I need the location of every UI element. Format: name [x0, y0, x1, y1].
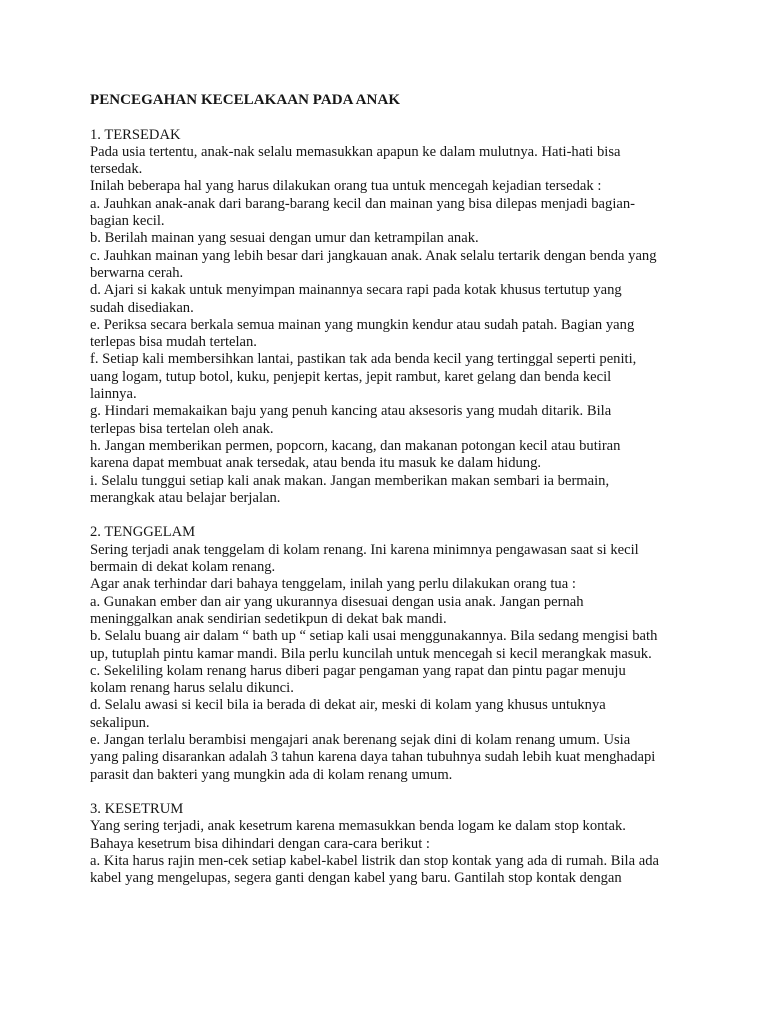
text-line: Bahaya kesetrum bisa dihindari dengan cara-cara berikut : — [90, 835, 430, 852]
text-line: b. Selalu buang air dalam “ bath up “ setiap kali usai menggunakannya. Bila sedang mengisi bath — [90, 628, 658, 645]
text-line: kabel yang mengelupas, segera ganti dengan kabel yang baru. Gantilah stop kontak dengan — [90, 870, 622, 887]
text-line: Pada usia tertentu, anak-nak selalu memasukkan apapun ke dalam mulutnya. Hati-hati bisa — [90, 143, 621, 160]
text-line: berwarna cerah. — [90, 264, 184, 281]
text-line: terlepas bisa tertelan oleh anak. — [90, 420, 274, 437]
text-line: karena dapat membuat anak tersedak, atau benda itu masuk ke dalam hidung. — [90, 455, 542, 472]
text-line: uang logam, tutup botol, kuku, penjepit kertas, jepit rambut, karet gelang dan benda kecil — [90, 368, 612, 385]
text-line: Yang sering terjadi, anak kesetrum karena memasukkan benda logam ke dalam stop kontak. — [90, 818, 626, 835]
text-line: sudah disediakan. — [90, 299, 194, 316]
text-line: c. Sekeliling kolam renang harus diberi pagar pengaman yang rapat dan pintu pagar menuju — [90, 662, 626, 679]
section-heading: 1. TERSEDAK — [90, 126, 181, 143]
section-tersedak — [90, 127, 690, 508]
text-line: tersedak. — [90, 161, 143, 178]
text-line: bagian kecil. — [90, 213, 165, 230]
text-line: yang paling disarankan adalah 3 tahun karena daya tahan tubuhnya sudah lebih kuat menghadapi — [90, 749, 656, 766]
document-page — [90, 92, 690, 905]
text-line: up, tutuplah pintu kamar mandi. Bila perlu kuncilah untuk mencegah si kecil merangkak masuk. — [90, 645, 652, 662]
section-heading: 2. TENGGELAM — [90, 524, 196, 541]
text-line: i. Selalu tunggui setiap kali anak makan. Jangan memberikan makan sembari ia bermain, — [90, 472, 610, 489]
text-line: f. Setiap kali membersihkan lantai, pastikan tak ada benda kecil yang tertinggal seperti peniti, — [90, 351, 637, 368]
text-line: e. Jangan terlalu berambisi mengajari anak berenang sejak dini di kolam renang umum. Usia — [90, 731, 631, 748]
text-line: Sering terjadi anak tenggelam di kolam renang. Ini karena minimnya pengawasan saat si kecil — [90, 541, 639, 558]
text-line: Agar anak terhindar dari bahaya tenggelam, inilah yang perlu dilakukan orang tua : — [90, 576, 576, 593]
text-line: merangkak atau belajar berjalan. — [90, 489, 281, 506]
text-line: b. Berilah mainan yang sesuai dengan umur dan ketrampilan anak. — [90, 230, 479, 247]
text-line: a. Kita harus rajin men-cek setiap kabel-kabel listrik dan stop kontak yang ada di rumah. Bila ada — [90, 853, 659, 870]
text-line: c. Jauhkan mainan yang lebih besar dari jangkauan anak. Anak selalu tertarik dengan benda yang — [90, 247, 657, 264]
text-line: bermain di dekat kolam renang. — [90, 559, 276, 576]
text-line: meninggalkan anak sendirian sedetikpun di dekat bak mandi. — [90, 610, 447, 627]
text-line: d. Ajari si kakak untuk menyimpan mainannya secara rapi pada kotak khusus tertutup yang — [90, 282, 622, 299]
text-line: sekalipun. — [90, 714, 150, 731]
text-line: Inilah beberapa hal yang harus dilakukan orang tua untuk mencegah kejadian tersedak : — [90, 178, 602, 195]
text-line: g. Hindari memakaikan baju yang penuh kancing atau aksesoris yang mudah ditarik. Bila — [90, 403, 612, 420]
text-line: d. Selalu awasi si kecil bila ia berada di dekat air, meski di kolam yang khusus untuknya — [90, 697, 606, 714]
text-line: lainnya. — [90, 386, 137, 403]
text-line: kolam renang harus selalu dikunci. — [90, 680, 294, 697]
section-heading: 3. KESETRUM — [90, 801, 184, 818]
text-line: e. Periksa secara berkala semua mainan yang mungkin kendur atau sudah patah. Bagian yang — [90, 316, 635, 333]
text-line: a. Gunakan ember dan air yang ukurannya disesuai dengan usia anak. Jangan pernah — [90, 593, 584, 610]
section-kesetrum — [90, 801, 690, 887]
text-line: h. Jangan memberikan permen, popcorn, kacang, dan makanan potongan kecil atau butiran — [90, 437, 621, 454]
text-line: parasit dan bakteri yang mungkin ada di kolam renang umum. — [90, 766, 453, 783]
text-line: a. Jauhkan anak-anak dari barang-barang kecil dan mainan yang bisa dilepas menjadi bagian- — [90, 195, 636, 212]
text-line: terlepas bisa mudah tertelan. — [90, 334, 257, 351]
section-tenggelam — [90, 524, 690, 783]
document-title: PENCEGAHAN KECELAKAAN PADA ANAK — [90, 92, 401, 108]
